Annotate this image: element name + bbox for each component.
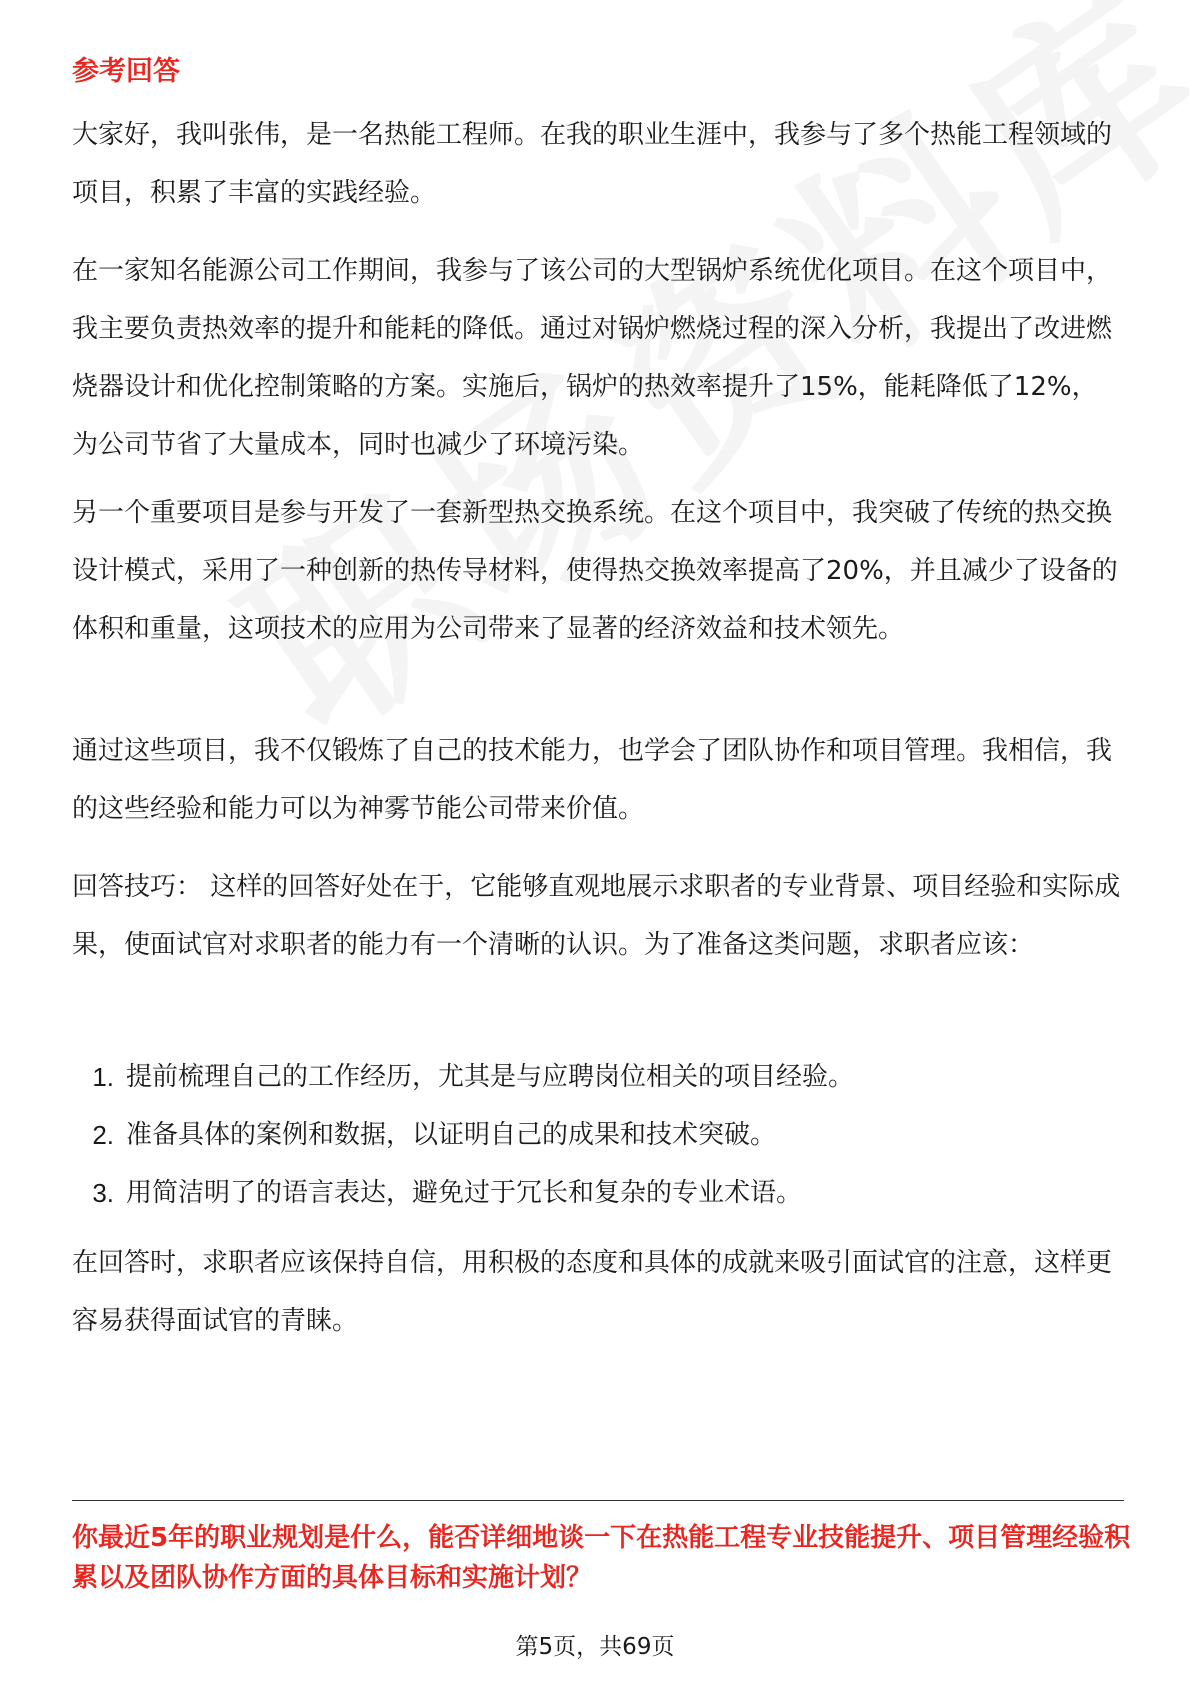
- paragraph-closing: 在回答时，求职者应该保持自信，用积极的态度和具体的成就来吸引面试官的注意，这样更容易获得面试官的青睐。: [72, 1248, 1113, 1336]
- list-text: 提前梳理自己的工作经历，尤其是与应聘岗位相关的项目经验。: [126, 1062, 855, 1092]
- paragraph-boiler-project: 在一家知名能源公司工作期间，我参与了该公司的大型锅炉系统优化项目。在这个项目中，我主要负责热效率的提升和能耗的降低。通过对锅炉燃烧过程的深入分析，我提出了改进燃烧器设计和优化控制策略的方案。实施后，锅炉的热效率提升了15%，能耗降低了12%，为公司节省了大量成本，同时也减少了环境污染。: [72, 256, 1113, 460]
- section-heading: 参考回答: [72, 56, 180, 87]
- list-text: 准备具体的案例和数据，以证明自己的成果和技术突破。: [126, 1120, 777, 1150]
- section-divider: [72, 1500, 1124, 1501]
- next-question: 你最近5年的职业规划是什么，能否详细地谈一下在热能工程专业技能提升、项目管理经验积累以及团队协作方面的具体目标和实施计划？: [72, 1523, 1131, 1593]
- list-number: 1.: [92, 1062, 114, 1092]
- list-number: 2.: [92, 1120, 114, 1150]
- paragraph-answer-tips: 回答技巧： 这样的回答好处在于，它能够直观地展示求职者的专业背景、项目经验和实际成果，使面试官对求职者的能力有一个清晰的认识。为了准备这类问题，求职者应该：: [72, 872, 1121, 960]
- list-item: [72, 1048, 1122, 1106]
- paragraph-summary: 通过这些项目，我不仅锻炼了自己的技术能力，也学会了团队协作和项目管理。我相信，我的这些经验和能力可以为神雾节能公司带来价值。: [72, 736, 1113, 824]
- tips-list: [72, 1048, 1122, 1222]
- paragraph-heat-exchange-project: 另一个重要项目是参与开发了一套新型热交换系统。在这个项目中，我突破了传统的热交换设计模式，采用了一种创新的热传导材料，使得热交换效率提高了20%，并且减少了设备的体积和重量，这项技术的应用为公司带来了显著的经济效益和技术领先。: [72, 498, 1118, 644]
- list-item: [72, 1106, 1122, 1164]
- list-item: [72, 1164, 1122, 1222]
- list-text: 用简洁明了的语言表达，避免过于冗长和复杂的专业术语。: [126, 1178, 803, 1208]
- list-number: 3.: [92, 1178, 114, 1208]
- paragraph-intro: 大家好，我叫张伟，是一名热能工程师。在我的职业生涯中，我参与了多个热能工程领域的项目，积累了丰富的实践经验。: [72, 120, 1113, 208]
- page-footer: 第5页，共69页: [515, 1634, 675, 1660]
